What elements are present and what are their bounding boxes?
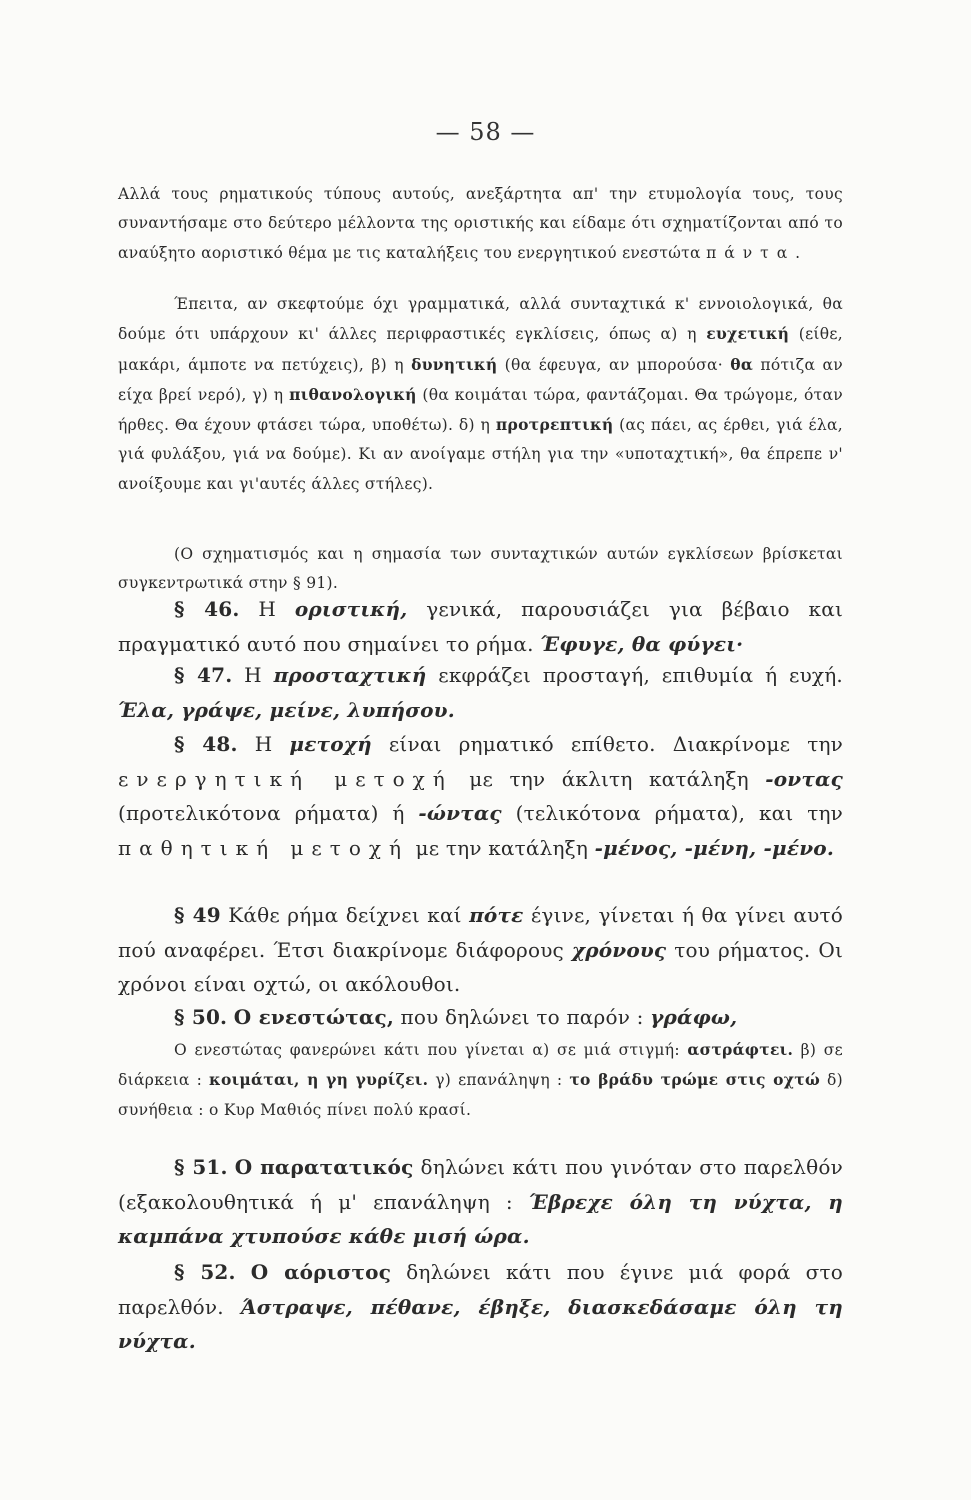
term-euchetiki: ευχετική bbox=[706, 324, 790, 344]
paragraph-intro: Αλλά τους ρηματικούς τύπους αυτούς, ανεξάρτητα απ' την ετυμολογία τους, τους συναντήσαμε στο δεύτερο μέλλοντα της οριστικής και είδαμε ότι σχηματίζονται από το αναύξητο αοριστικό θέμα με τις καταλήξεις του ενεργητικού ενεστώτα πάντα. bbox=[118, 185, 843, 262]
section-number: § 47. bbox=[174, 663, 233, 687]
section-48: § 48. Η μετοχή είναι ρηματικό επίθετο. Διακρίνομε την ενεργητική μετοχή με την άκλιτη κατάληξη -οντας (προτελικότονα ρήματα) ή -ώντας (τελικότονα ρήματα), και την παθητική μετοχή με την κατάληξη -μένος, -μένη, -μένο. bbox=[118, 732, 843, 860]
spaced-word: πάντα. bbox=[706, 243, 809, 262]
section-number: § 48. bbox=[174, 732, 238, 756]
section-number: § 49 bbox=[174, 903, 221, 927]
section-51: § 51. Ο παρατατικός δηλώνει κάτι που γινόταν στο παρελθόν (εξακολουθητικά ή μ' επανάληψη : Έβρεχε όλη τη νύχτα, η καμπάνα χτυπούσε κάθε μισή ώρα. bbox=[118, 1155, 843, 1249]
paragraph-periphrastic-moods: Έπειτα, αν σκεφτούμε όχι γραμματικά, αλλά συνταχτικά κ' εννοιολογικά, θα δούμε ότι υπάρχουν κι' άλλες περιφραστικές εγκλίσεις, όπως α) η ευχετική (είθε, μακάρι, άμποτε να πετύχεις), β) η δυνητική (θα έφευγα, αν μπορούσα· θα πότιζα αν είχα βρεί νερό), γ) η πιθανολογική (θα κοιμάται τώρα, φαντάζομαι. Θα τρώγομε, όταν ήρθες. Θα έχουν φτάσει τώρα, υποθέτω). δ) η προτρεπτική (ας πάει, ας έρθει, γιά έλα, γιά φυλάξου, γιά να δούμε). Κι αν ανοίγαμε στήλη για την «υποταχτική», θα έπρεπε ν' ανοίξουμε και γι'αυτές άλλες στήλες). bbox=[118, 295, 844, 493]
section-47: § 47. Η προσταχτική εκφράζει προσταγή, επιθυμία ή ευχή. Έλα, γράψε, μείνε, λυπήσου. bbox=[118, 663, 843, 722]
section-50: § 50. Ο ενεστώτας, που δηλώνει το παρόν : γράφω, bbox=[174, 1005, 738, 1029]
section-number: § 46. bbox=[174, 597, 240, 621]
section-46: § 46. Η οριστική, γενικά, παρουσιάζει για βέβαιο και πραγματικό αυτό που σημαίνει το ρήμα. Έφυγε, θα φύγει· bbox=[118, 597, 843, 656]
term-pithanologiki: πιθανολογική bbox=[289, 384, 417, 404]
section-number: § 50. bbox=[174, 1005, 228, 1029]
section-49: § 49 Κάθε ρήμα δείχνει καί πότε έγινε, γίνεται ή θα γίνει αυτό πού αναφέρει. Έτσι διακρίνομε διάφορους χρόνους του ρήματος. Οι χρόνοι είναι οχτώ, οι ακόλουθοι. bbox=[118, 903, 843, 997]
section-52: § 52. Ο αόριστος δηλώνει κάτι που έγινε μιά φορά στο παρελθόν. Άστραψε, πέθανε, έβηξε, διασκεδάσαμε όλη τη νύχτα. bbox=[118, 1260, 843, 1354]
term-protreptiki: προτρεπτική bbox=[495, 415, 614, 435]
page-number: — 58 — bbox=[435, 118, 536, 146]
section-number: § 52. bbox=[174, 1260, 236, 1284]
paragraph-note: (Ο σχηματισμός και η σημασία των συνταχτικών αυτών εγκλίσεων βρίσκεται συγκεντρωτικά στην § 91). bbox=[118, 545, 843, 593]
section-number: § 51. bbox=[174, 1155, 228, 1179]
term-dynitiki: δυνητική bbox=[411, 354, 498, 374]
paragraph-present-tense: Ο ενεστώτας φανερώνει κάτι που γίνεται α) σε μιά στιγμή: αστράφτει. β) σε διάρκεια : κοιμάται, η γη γυρίζει. γ) επανάληψη : το βράδυ τρώμε στις οχτώ δ) συνήθεια : ο Κυρ Μαθιός πίνει πολύ κρασί. bbox=[118, 1040, 844, 1119]
